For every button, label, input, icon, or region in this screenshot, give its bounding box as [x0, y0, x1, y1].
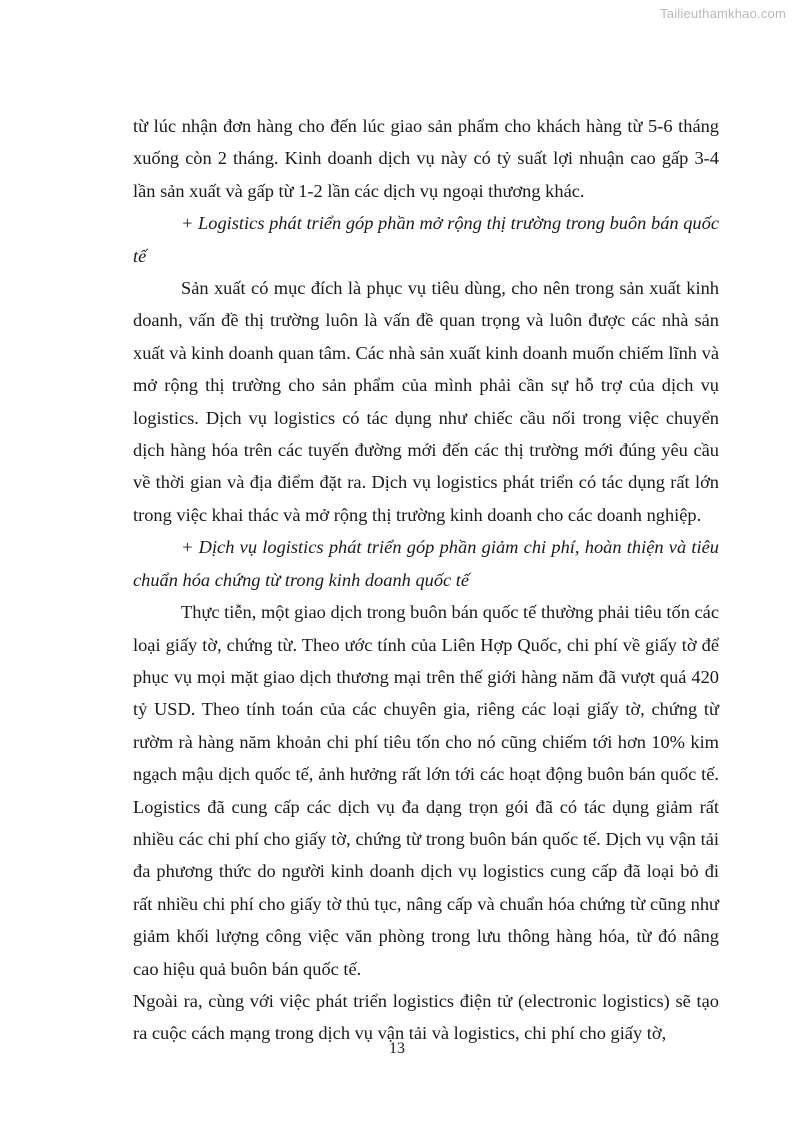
watermark-text: Tailieuthamkhao.com — [660, 6, 786, 21]
subheading-market-expansion: + Logistics phát triển góp phần mở rộng thị trường trong buôn bán quốc tế — [133, 213, 719, 266]
page-number: 13 — [389, 1040, 405, 1057]
document-body — [133, 110, 719, 1050]
paragraph-market: Sản xuất có mục đích là phục vụ tiêu dùng, cho nên trong sản xuất kinh doanh, vấn đề thị trường luôn là vấn đề quan trọng và luôn được các nhà sản xuất và kinh doanh quan tâm. Các nhà sản xuất kinh doanh muốn chiếm lĩnh và mở rộng thị trường cho sản phẩm của mình phải cần sự hỗ trợ của dịch vụ logistics. Dịch vụ logistics có tác dụng như chiếc cầu nối trong việc chuyển dịch hàng hóa trên các tuyến đường mới đến các thị trường mới đúng yêu cầu về thời gian và địa điểm đặt ra. Dịch vụ logistics phát triển có tác dụng rất lớn trong việc khai thác và mở rộng thị trường kinh doanh cho các doanh nghiệp. — [133, 278, 719, 525]
paragraph-documents: Thực tiễn, một giao dịch trong buôn bán quốc tế thường phải tiêu tốn các loại giấy tờ, chứng từ. Theo ước tính của Liên Hợp Quốc, chi phí về giấy tờ để phục vụ mọi mặt giao dịch thương mại trên thế giới hàng năm đã vượt quá 420 tỷ USD. Theo tính toán của các chuyên gia, riêng các loại giấy tờ, chứng từ rườm rà hàng năm khoản chi phí tiêu tốn cho nó cũng chiếm tới hơn 10% kim ngạch mậu dịch quốc tế, ảnh hưởng rất lớn tới các hoạt động buôn bán quốc tế. Logistics đã cung cấp các dịch vụ đa dạng trọn gói đã có tác dụng giảm rất nhiều các chi phí cho giấy tờ, chứng từ trong buôn bán quốc tế. Dịch vụ vận tải đa phương thức do người kinh doanh dịch vụ logistics cung cấp đã loại bỏ đi rất nhiều chi phí cho giấy tờ thủ tục, nâng cấp và chuẩn hóa chứng từ cũng như giảm khối lượng công việc văn phòng trong lưu thông hàng hóa, từ đó nâng cao hiệu quả buôn bán quốc tế. — [133, 602, 719, 979]
paragraph-electronic-logistics: Ngoài ra, cùng với việc phát triển logistics điện tử (electronic logistics) sẽ tạo ra cuộc cách mạng trong dịch vụ vận tải và logistics, chi phí cho giấy tờ, — [133, 990, 719, 1044]
subheading-cost-reduction: + Dịch vụ logistics phát triển góp phần giảm chi phí, hoàn thiện và tiêu chuẩn hóa chứng từ trong kinh doanh quốc tế — [133, 537, 719, 590]
paragraph-continuation: từ lúc nhận đơn hàng cho đến lúc giao sản phẩm cho khách hàng từ 5-6 tháng xuống còn 2 tháng. Kinh doanh dịch vụ này có tỷ suất lợi nhuận cao gấp 3-4 lần sản xuất và gấp từ 1-2 lần các dịch vụ ngoại thương khác. — [133, 116, 719, 201]
